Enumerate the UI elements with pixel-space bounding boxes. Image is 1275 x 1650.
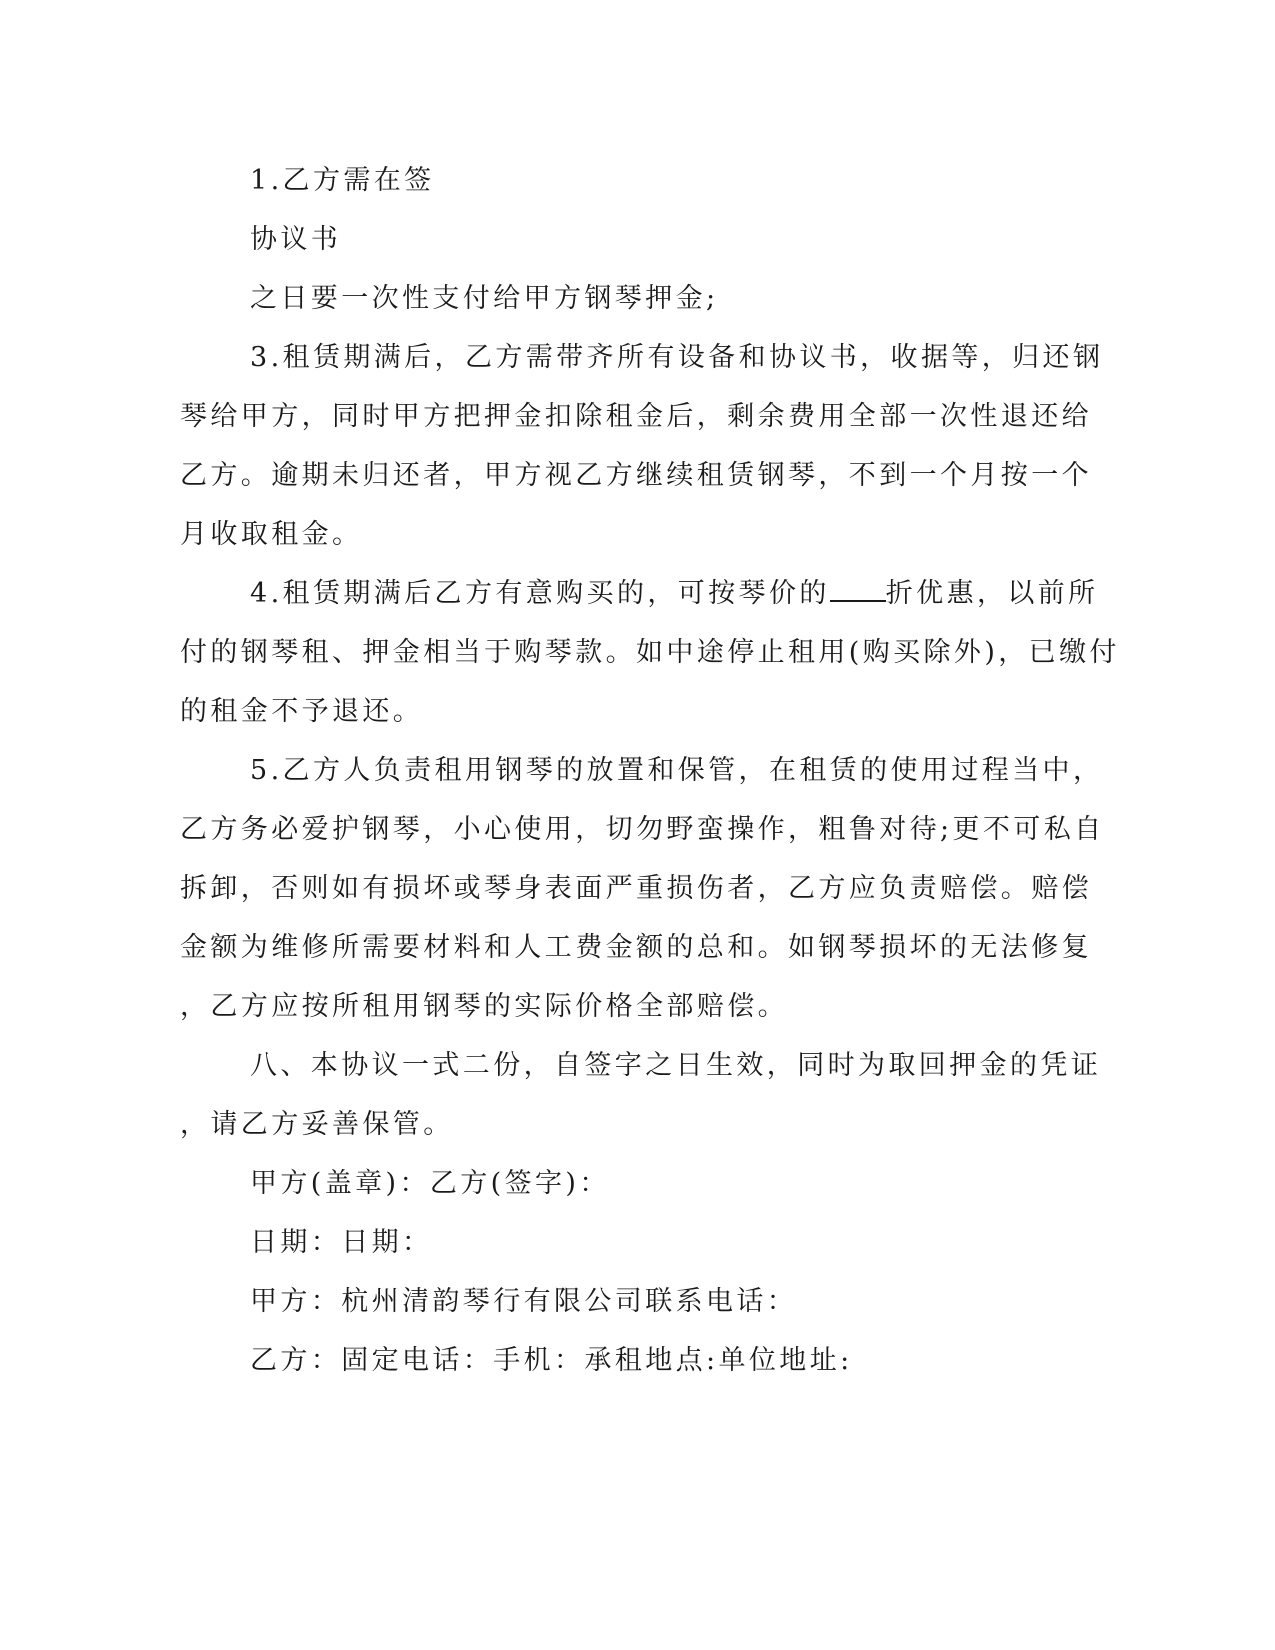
- line-14: 金额为维修所需要材料和人工费金额的总和。如钢琴损坏的无法修复: [180, 932, 1092, 963]
- line-1: 1.乙方需在签: [250, 165, 435, 196]
- line-13: 拆卸，否则如有损坏或琴身表面严重损伤者，乙方应负责赔偿。赔偿: [180, 873, 1092, 904]
- party-b-line: 乙方：固定电话：手机：承租地点:单位地址:: [250, 1345, 853, 1376]
- line-16: 八、本协议一式二份，自签字之日生效，同时为取回押金的凭证: [250, 1050, 1102, 1081]
- line-9: 付的钢琴租、押金相当于购琴款。如中途停止租用(购买除外)，已缴付: [180, 637, 1120, 668]
- clause-4-end: 折优惠，以前所: [885, 578, 1099, 609]
- line-2: 协议书: [250, 224, 342, 255]
- line-4: 3.租赁期满后，乙方需带齐所有设备和协议书，收据等，归还钢: [250, 342, 1104, 373]
- line-5: 琴给甲方，同时甲方把押金扣除租金后，剩余费用全部一次性退还给: [180, 401, 1092, 432]
- line-17: ，请乙方妥善保管。: [180, 1109, 454, 1140]
- line-11: 5.乙方人负责租用钢琴的放置和保管，在租赁的使用过程当中，: [250, 755, 1104, 786]
- line-10: 的租金不予退还。: [180, 696, 424, 727]
- discount-blank: [830, 578, 886, 602]
- line-8: [250, 577, 1099, 611]
- line-7: 月收取租金。: [180, 519, 363, 550]
- signature-line: 甲方(盖章)：乙方(签字)：: [250, 1168, 610, 1199]
- line-12: 乙方务必爱护钢琴，小心使用，切勿野蛮操作，粗鲁对待;更不可私自: [180, 814, 1105, 845]
- date-line: 日期：日期：: [250, 1227, 433, 1258]
- clause-4-start: 4.租赁期满后乙方有意购买的，可按琴价的: [250, 578, 830, 609]
- line-15: ，乙方应按所租用钢琴的实际价格全部赔偿。: [180, 991, 788, 1022]
- line-3: 之日要一次性支付给甲方钢琴押金;: [250, 283, 719, 314]
- line-6: 乙方。逾期未归还者，甲方视乙方继续租赁钢琴，不到一个月按一个: [180, 460, 1092, 491]
- party-a-line: 甲方：杭州清韵琴行有限公司联系电话：: [250, 1286, 798, 1317]
